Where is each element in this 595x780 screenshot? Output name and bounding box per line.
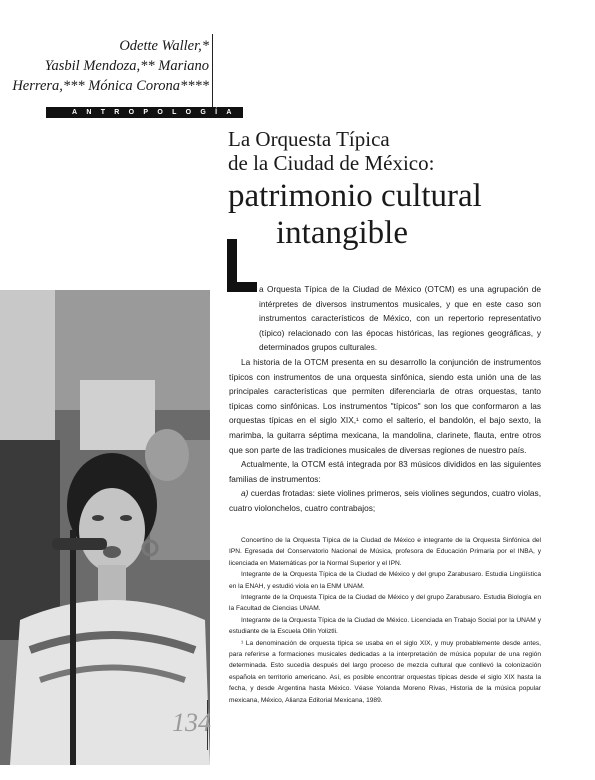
paragraph-history: La historia de la OTCM presenta en su desarrollo la conjunción de instrumentos típicos con instrumentos de una orquesta sinfónica, siendo esta unión una de las principales características que permiten diferenciarla de otras orquestas, tanto típicas como sinfónicas. Los instrumentos "típicos" son los que conformaron a las orquestas típicas en el siglo XIX,¹ como el salterio, el bandolón, el bajo sexto, la marimba, la guitarra séptima mexicana, la mandolina, clarinete, flauta, entre otros que son parte de las tradiciones musicales de diversas regiones de nuestro país. — [229, 356, 541, 455]
paragraph-current: Actualmente, la OTCM está integrada por 83 músicos divididos en las siguientes familias de instrumentos: — [229, 459, 541, 484]
footnote-author-4: Integrante de la Orquesta Típica de la Ciudad de México. Licenciada en Trabajo Social por la UNAM y estudiante de la Escuela Ollin Yoliztli. — [229, 616, 541, 636]
author-line-3: Herrera,*** Mónica Corona**** — [12, 78, 209, 94]
title-line-1: La Orquesta Típica — [228, 127, 390, 151]
title-line-4: intangible — [276, 215, 408, 251]
footnote-author-1: Concertino de la Orquesta Típica de la Ciudad de México e integrante de la Orquesta Sinfónica del IPN. Egresada del Conservatorio Nacional de Música, profesora de Educación Primaria por el INBA, y licenciada en Matemáticas por la Normal Superior y el IPN. — [229, 537, 541, 567]
footnote-author-2: Integrante de la Orquesta Típica de la Ciudad de México y del grupo Zarabusaro. Estudia Lingüística en la ENAH, y estudió viola en la ENM UNAM. — [229, 571, 541, 590]
section-label: ANTROPOLOGÍA — [46, 107, 243, 118]
paragraph-list-a — [229, 486, 541, 515]
list-marker: a) — [241, 488, 249, 499]
footnote-1: ¹ La denominación de orquesta típica se usaba en el siglo XIX, y muy probablemente desde antes, para referirse a formaciones musicales dedicadas a la interpretación de música popular de una región determinada. Esto sucedía después del largo proceso de mezcla cultural que conllevó la colonización española en territorio americano. Así, es posible encontrar orquestas típicas desde el siglo XIX hasta la fecha, y desde Argentina hasta México. Véase Yolanda Moreno Rivas, Historia de la música popular mexicana, México, Alianza Editorial Mexicana, 1989. — [229, 639, 541, 704]
title-line-3: patrimonio cultural — [228, 178, 482, 214]
author-line-1: Odette Waller,* — [119, 38, 209, 54]
article-body — [229, 282, 541, 516]
author-list — [0, 36, 209, 96]
header-divider — [212, 34, 213, 112]
page-number: 134 — [172, 708, 211, 737]
singer-photo — [0, 290, 210, 765]
author-line-2: Yasbil Mendoza,** Mariano — [44, 58, 209, 74]
paragraph-intro: a Orquesta Típica de la Ciudad de México (OTCM) es una agrupación de intérpretes de diversos instrumentos musicales, y que en este caso son instrumentos característicos de México, con un repertorio representativo (típico) relacionado con las épocas históricas, las regiones geográficas, y determinados grupos culturales. — [259, 284, 541, 353]
title-line-2: de la Ciudad de México: — [228, 151, 435, 175]
footnote-author-3: Integrante de la Orquesta Típica de la Ciudad de México y del grupo Zarabusaro. Estudia Biología en la Facultad de Ciencias UNAM. — [229, 594, 541, 613]
list-item-text: cuerdas frotadas: siete violines primeros, seis violines segundos, cuatro violas, cuatro violonchelos, cuatro contrabajos; — [229, 488, 541, 513]
footnotes — [229, 535, 541, 706]
